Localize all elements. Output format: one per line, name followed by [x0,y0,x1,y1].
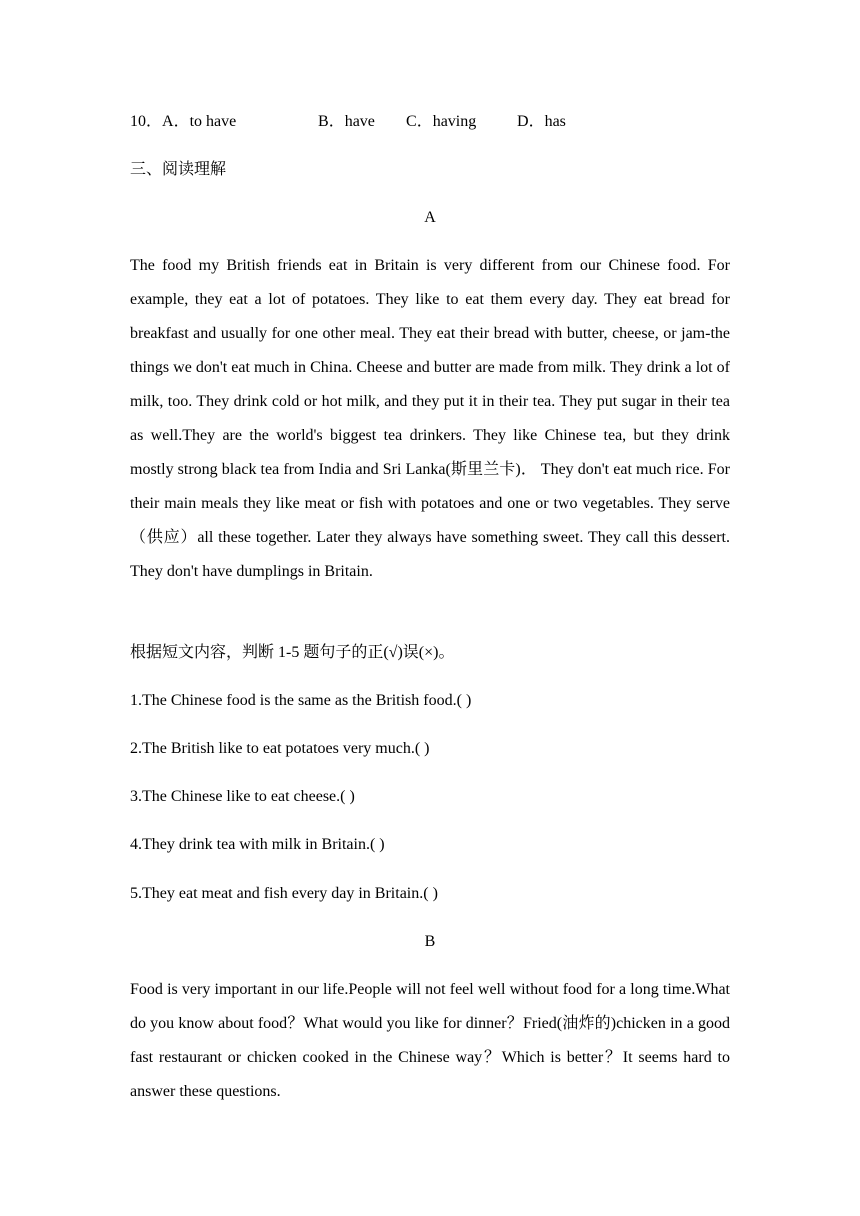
passage-a-text: The food my British friends eat in Britain is very different from our Chinese food. For example, they eat a lot of potatoes. They like to eat them every day. They eat bread for breakfast and usually for one other meal. They eat their bread with butter, cheese, or jam-the things we don't eat much in China. Cheese and butter are made from milk. They drink a lot of milk, too. They drink cold or hot milk, and they put it in their tea. They put sugar in their tea as well.They are the world's biggest tea drinkers. They like Chinese tea, but they drink mostly strong black tea from India and Sri Lanka(斯里兰卡)． They don't eat much rice. For their main meals they like meat or fish with potatoes and one or two vegetables. They serve（供应）all these together. Later they always have something sweet. They call this dessert. They don't have dumplings in Britain. [130,257,730,580]
question-5: 5.They eat meat and fish every day in Britain.( ) [130,885,438,902]
instruction-text: 根据短文内容，判断 1-5 题句子的正(√)误(×)。 [130,644,455,661]
option-a: A．to have [162,113,237,130]
passage-b-label: B [424,933,436,950]
question-1: 1.The Chinese food is the same as the British food.( ) [130,692,472,709]
question-3: 3.The Chinese like to eat cheese.( ) [130,788,355,805]
passage-b-text: Food is very important in our life.People will not feel well without food for a long time.What do you know about food？What would you like for dinner？Fried(油炸的)chicken in a good fast restaurant or chicken cooked in the Chinese way？Which is better？It seems hard to answer these questions. [130,981,730,1100]
passage-a-label: A [424,209,436,226]
question-10-number: 10． [130,113,163,130]
question-10-options [130,112,566,132]
question-4: 4.They drink tea with milk in Britain.( ) [130,836,385,853]
option-b: B．have [318,113,375,130]
option-d: D．has [517,113,566,130]
section-heading: 三、阅读理解 [130,161,227,178]
option-c: C．having [406,113,477,130]
question-2: 2.The British like to eat potatoes very much.( ) [130,740,430,757]
